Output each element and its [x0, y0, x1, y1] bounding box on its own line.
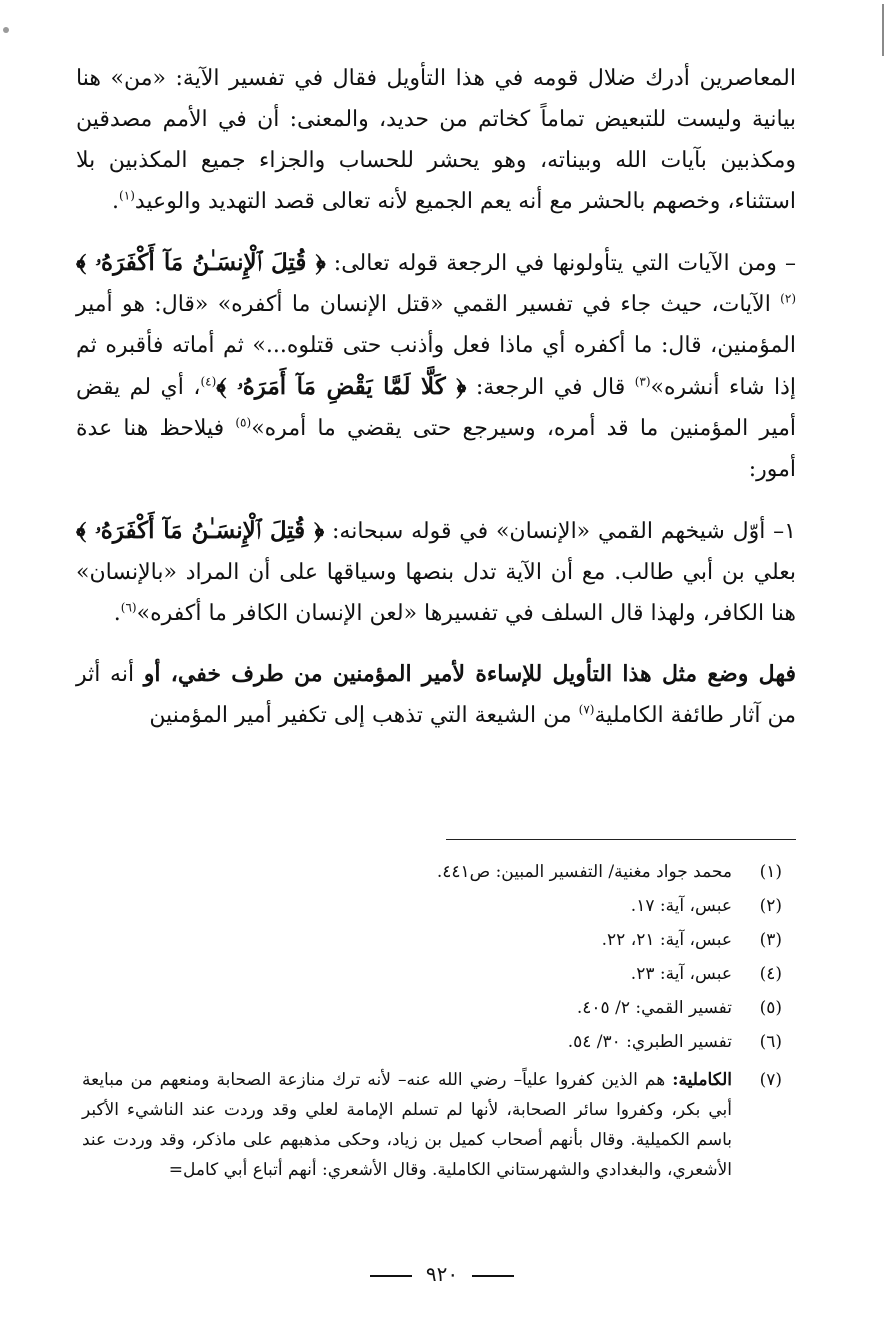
footnote-number: (٢) — [759, 896, 782, 916]
footnote-text: عبس، آية: ٢١، ٢٢. — [601, 930, 732, 950]
quran-verse-3: ﴿ قُتِلَ ٱلْإِنسَـٰنُ مَآ أَكْفَرَهُۥ ﴾ — [76, 517, 325, 544]
paragraph-2 — [76, 242, 796, 490]
footnote-item — [82, 923, 782, 957]
page-number-dash — [472, 1275, 514, 1277]
footnote-ref-4: (٤) — [200, 374, 217, 389]
paragraph-4 — [76, 654, 796, 736]
footnote-number: (٥) — [759, 998, 782, 1018]
footnote-text: عبس، آية: ١٧. — [630, 896, 732, 916]
quran-verse-2: ﴿ كَلَّا لَمَّا يَقْضِ مَآ أَمَرَهُۥ ﴾ — [216, 373, 467, 400]
footnote-number: (٦) — [759, 1032, 782, 1052]
footnote-ref-6: (٦) — [120, 600, 137, 615]
footnote-number: (٧) — [759, 1070, 782, 1090]
paragraph-1-end: . — [112, 189, 120, 214]
footnote-ref-2: (٢) — [780, 291, 796, 306]
paragraph-2-text-d: ، أي لم يقض أمير المؤمنين ما قد أمره، وسيرجع حتى يقضي ما أمره» — [76, 375, 796, 441]
footnote-text: تفسير الطبري: ٣٠/ ٥٤. — [567, 1032, 732, 1052]
paragraph-3-end: . — [113, 601, 121, 626]
footnote-item — [82, 1025, 782, 1059]
paragraph-1-text: المعاصرين أدرك ضلال قومه في هذا التأويل فقال في تفسير الآية: «من» هنا بيانية وليست للتبعيض تماماً كخاتم من حديد، والمعنى: أن في الأمم مصدقين ومكذبين بآيات الله وبيناته، وهو يحشر للحساب والجزاء جميع المكذبين بلا استثناء، وخصهم بالحشر مع أنه يعم الجميع لأنه تعالى قصد التهديد والوعيد — [76, 66, 796, 214]
paragraph-4-text-b: من الشيعة التي تذهب إلى تكفير أمير المؤمنين — [149, 703, 579, 728]
paragraph-2-text-b: الآيات، حيث جاء في تفسير القمي «قتل الإنسان ما أكفره» «قال: هو أمير المؤمنين، قال: ما أكفره أي ماذا فعل وأذنب حتى قتلوه...» ثم أماته فأقبره ثم إذا شاء أنشره» — [76, 292, 796, 400]
footnote-item-long — [82, 1065, 782, 1185]
page-number-dash — [370, 1275, 412, 1277]
footnote-number: (٤) — [759, 964, 782, 984]
footnote-ref-7: (٧) — [578, 702, 595, 717]
page-number — [0, 1262, 884, 1286]
scan-mark — [3, 27, 9, 33]
page-number-text: ٩٢٠ — [425, 1262, 459, 1286]
footnote-item — [82, 855, 782, 889]
footnote-text: عبس، آية: ٢٣. — [630, 964, 732, 984]
footnote-text — [82, 1065, 732, 1185]
paragraph-4-text-a: أنه أثر من آثار طائفة الكاملية — [76, 662, 796, 728]
paragraph-3-text-b: بعلي بن أبي طالب. مع أن الآية تدل بنصها وسياقها على أن المراد «بالإنسان» هنا الكافر، ولهذا قال السلف في تفسيرها «لعن الإنسان الكافر ما أكفره» — [76, 560, 796, 626]
paragraph-2-text-c: قال في الرجعة: — [466, 375, 635, 400]
footnote-ref-5: (٥) — [235, 415, 252, 430]
footnote-ref-1: (١) — [119, 188, 135, 203]
footnote-item — [82, 889, 782, 923]
footnote-ref-3: (٣) — [634, 374, 651, 389]
paragraph-1 — [76, 58, 796, 222]
paragraph-4-bold: فهل وضع مثل هذا التأويل للإساءة لأمير المؤمنين من طرف خفي، أو — [143, 661, 796, 687]
footnote-item — [82, 957, 782, 991]
main-text — [76, 58, 796, 736]
quran-verse-1: ﴿ قُتِلَ ٱلْإِنسَـٰنُ مَآ أَكْفَرَهُۥ ﴾ — [76, 249, 326, 276]
footnote-body: هم الذين كفروا علياً– رضي الله عنه– لأنه ترك منازعة الصحابة ومنعهم من مبايعة أبي بكر، وكفروا سائر الصحابة، لأنها لم تسلم الإمامة لعلي وقد وردت عند الناشيء الأكبر باسم الكميلية. وقال بأنهم أصحاب كميل بن زياد، وحكى مذهبهم على ماذكر، وقد وردت عند الأشعري، والبغدادي والشهرستاني الكاملية. وقال الأشعري: أنهم أتباع أبي كامل= — [82, 1070, 732, 1180]
footnote-number: (٣) — [759, 930, 782, 950]
footnote-text: تفسير القمي: ٢/ ٤٠٥. — [576, 998, 732, 1018]
footnote-term: الكاملية: — [672, 1070, 732, 1090]
footnote-text: محمد جواد مغنية/ التفسير المبين: ص٤٤١. — [436, 862, 732, 882]
paragraph-2-text-a: – ومن الآيات التي يتأولونها في الرجعة قوله تعالى: — [325, 251, 796, 276]
paragraph-2-text-e: فيلاحظ هنا عدة أمور: — [76, 416, 796, 482]
footnote-separator — [446, 839, 796, 840]
paragraph-3-text-a: ١– أوّل شيخهم القمي «الإنسان» في قوله سبحانه: — [324, 519, 796, 544]
paragraph-3 — [76, 510, 796, 634]
footnote-number: (١) — [759, 862, 782, 882]
footnotes — [82, 855, 782, 1185]
footnote-item — [82, 991, 782, 1025]
